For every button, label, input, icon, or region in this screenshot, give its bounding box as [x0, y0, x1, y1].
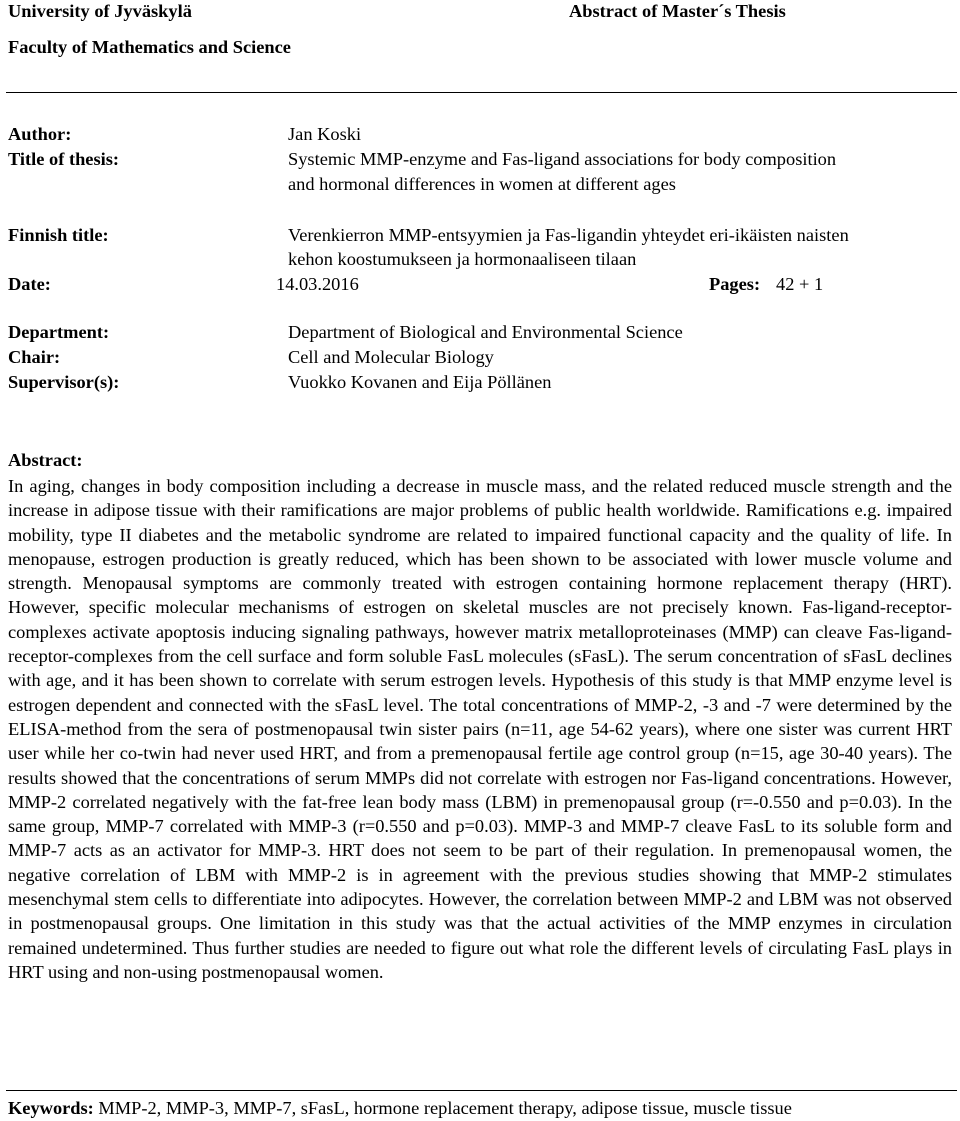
date-label: Date:	[8, 274, 51, 294]
document-type: Abstract of Master´s Thesis	[569, 1, 786, 21]
title-line-2: and hormonal differences in women at different ages	[288, 174, 676, 194]
keywords-line	[8, 1098, 792, 1119]
divider	[6, 92, 957, 93]
author-label: Author:	[8, 124, 72, 144]
title-line-1: Systemic MMP-enzyme and Fas-ligand associations for body composition	[288, 149, 837, 169]
chair-value: Cell and Molecular Biology	[288, 347, 494, 367]
abstract-body: In aging, changes in body composition including a decrease in muscle mass, and the related reduced muscle strength and the increase in adipose tissue with their ramifications are major problems of public health worldwide. Ramifications e.g. impaired mobility, type II diabetes and the metabolic syndrome are related to impaired functional capacity and the quality of life. In menopause, estrogen production is greatly reduced, which has been shown to be associated with lower muscle volume and strength. Menopausal symptoms are commonly treated with estrogen containing hormone replacement therapy (HRT). However, specific molecular mechanisms of estrogen on skeletal muscles are not precisely known. Fas-ligand-receptor-complexes activate apoptosis inducing signaling pathways, however matrix metalloproteinases (MMP) can cleave Fas-ligand-receptor-complexes from the cell surface and form soluble FasL molecules (sFasL). The serum concentration of sFasL declines with age, and it has been shown to correlate with serum estrogen levels. Hypothesis of this study is that MMP enzyme level is estrogen dependent and connected with the sFasL level. The total concentrations of MMP-2, -3 and -7 were determined by the ELISA-method from the sera of postmenopausal twin sister pairs (n=11, age 54-62 years), where one sister was current HRT user while her co-twin had never used HRT, and from a premenopausal fertile age control group (n=15, age 30-40 years). The results showed that the concentrations of serum MMPs did not correlate with estrogen nor Fas-ligand concentrations. However, MMP-2 correlated negatively with the fat-free lean body mass (LBM) in premenopausal group (r=-0.550 and p=0.03). In the same group, MMP-7 correlated with MMP-3 (r=0.550 and p=0.03). MMP-3 and MMP-7 cleave FasL to its soluble form and MMP-7 acts as an activator for MMP-3. HRT does not seem to be part of their regulation. In premenopausal women, the negative correlation of LBM with MMP-2 is in agreement with the previous studies showing that MMP-2 stimulates mesenchymal stem cells to differentiate into adipocytes. However, the correlation between MMP-2 and LBM was not observed in postmenopausal groups. One limitation in this study was that the actual activities of the MMP enzymes in circulation remained undetermined. Thus further studies are needed to figure out what role the different levels of circulating FasL plays in HRT using and non-using postmenopausal women.	[8, 476, 952, 982]
department-label: Department:	[8, 322, 110, 342]
title-label: Title of thesis:	[8, 149, 120, 169]
supervisor-label: Supervisor(s):	[8, 372, 120, 392]
supervisor-value: Vuokko Kovanen and Eija Pöllänen	[288, 372, 552, 392]
divider	[6, 1090, 957, 1091]
finnish-title-label: Finnish title:	[8, 225, 109, 245]
finnish-title-line-1: Verenkierron MMP-entsyymien ja Fas-ligandin yhteydet eri-ikäisten naisten	[288, 225, 849, 245]
keywords-label: Keywords:	[8, 1098, 94, 1118]
faculty-name: Faculty of Mathematics and Science	[8, 37, 291, 57]
chair-label: Chair:	[8, 347, 61, 367]
university-name: University of Jyväskylä	[8, 1, 192, 21]
abstract-heading: Abstract:	[8, 450, 83, 470]
pages-value: 42 + 1	[776, 274, 824, 294]
keywords-value: MMP-2, MMP-3, MMP-7, sFasL, hormone replacement therapy, adipose tissue, muscle tissue	[98, 1098, 792, 1118]
department-value: Department of Biological and Environmental Science	[288, 322, 683, 342]
pages-label: Pages:	[709, 274, 761, 294]
author-value: Jan Koski	[288, 124, 362, 144]
date-value: 14.03.2016	[276, 274, 359, 294]
finnish-title-line-2: kehon koostumukseen ja hormonaaliseen tilaan	[288, 249, 637, 269]
